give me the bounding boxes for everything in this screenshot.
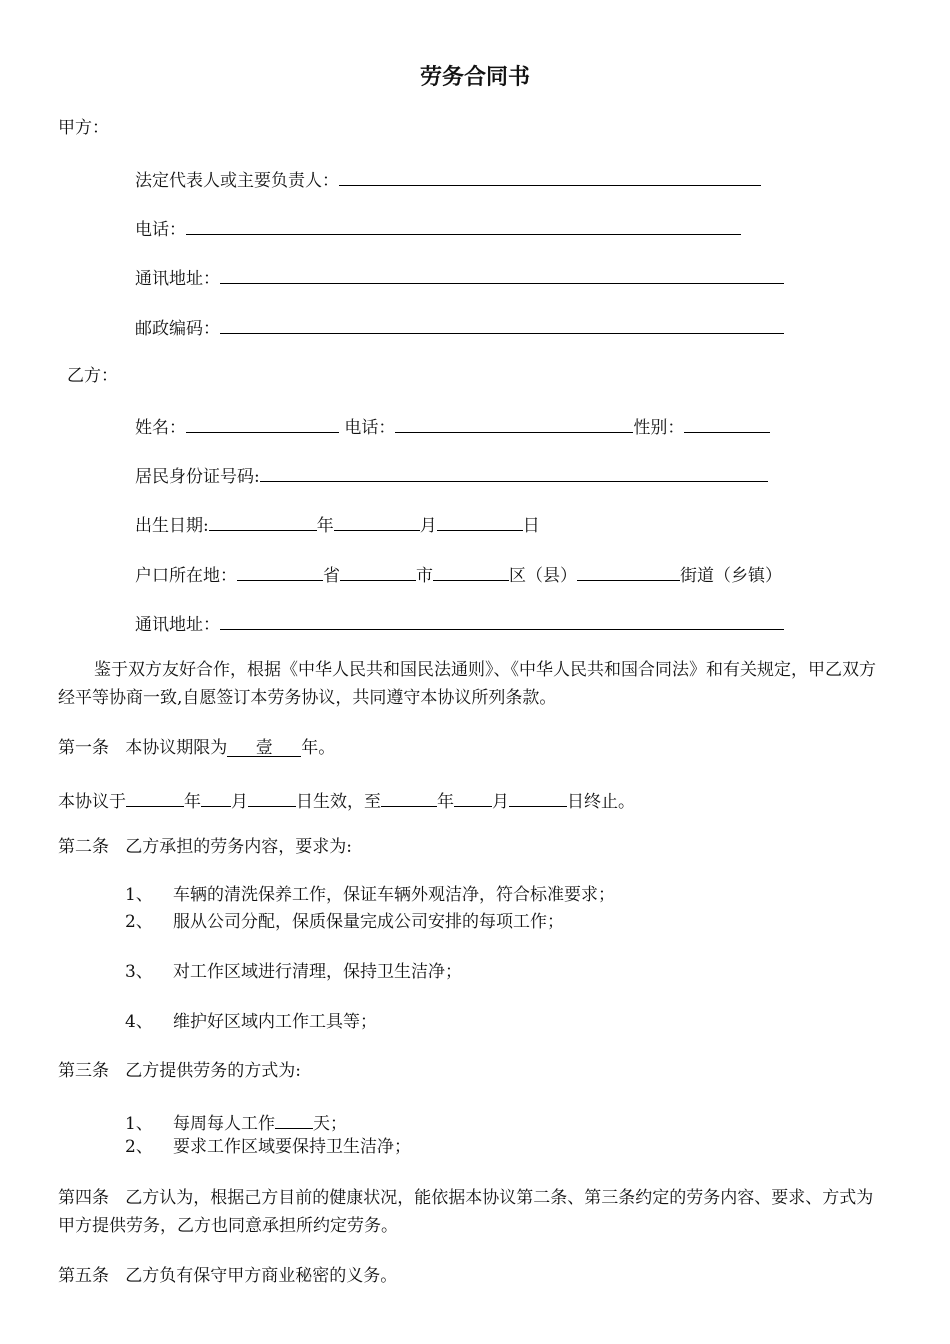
- start-day-field[interactable]: [248, 787, 296, 807]
- article-2: [58, 836, 352, 858]
- birth-year-label: 年: [316, 516, 334, 536]
- article-1: [58, 737, 335, 759]
- party-b-name-field[interactable]: [186, 413, 339, 433]
- end-month-label: 月: [492, 792, 509, 812]
- party-a-address-row: [135, 264, 784, 290]
- item-suffix: 天；: [313, 1114, 347, 1134]
- party-a-rep-label: 法定代表人或主要负责人：: [135, 171, 339, 191]
- article-1-term-row: [58, 787, 635, 813]
- hukou-street-field[interactable]: [577, 561, 680, 581]
- hukou-city-label: 市: [416, 566, 433, 586]
- article-1-suffix: 年。: [301, 738, 336, 758]
- party-b-gender-label: 性别：: [633, 418, 685, 438]
- article-4: [58, 1184, 890, 1240]
- start-year-field[interactable]: [126, 787, 184, 807]
- item-number: 3、: [125, 962, 153, 982]
- term-prefix: 本协议于: [58, 792, 126, 812]
- party-a-phone-row: [135, 215, 741, 241]
- item-number: 2、: [125, 1137, 153, 1157]
- party-b-phone-label: 电话：: [344, 418, 396, 438]
- party-b-hukou-label: 户口所在地：: [135, 566, 237, 586]
- birth-day-field[interactable]: [437, 511, 523, 531]
- article-5-heading: 第五条: [58, 1266, 109, 1286]
- item-number: 2、: [125, 912, 153, 932]
- party-b-label: 乙方：: [67, 366, 118, 386]
- hukou-street-label: 街道（乡镇）: [680, 566, 782, 586]
- party-b-hukou-row: [135, 561, 782, 587]
- party-b-phone-field[interactable]: [395, 413, 633, 433]
- end-year-label: 年: [437, 792, 454, 812]
- item-number: 4、: [125, 1012, 153, 1032]
- article-5-text: 乙方负有保守甲方商业秘密的义务。: [125, 1266, 398, 1286]
- hukou-city-field[interactable]: [340, 561, 416, 581]
- birth-month-label: 月: [419, 516, 437, 536]
- end-label: 日终止。: [567, 792, 635, 812]
- party-a-phone-label: 电话：: [135, 220, 186, 240]
- article-5: [58, 1265, 397, 1287]
- hukou-district-field[interactable]: [433, 561, 509, 581]
- party-b-address-field[interactable]: [220, 610, 784, 630]
- party-a-rep-field[interactable]: [339, 166, 761, 186]
- party-a-postcode-row: [135, 314, 784, 340]
- article-3-item: [125, 1109, 347, 1135]
- party-a-phone-field[interactable]: [186, 215, 741, 235]
- article-2-text: 乙方承担的劳务内容，要求为:: [125, 837, 352, 857]
- article-1-term-value[interactable]: 壹: [227, 737, 301, 757]
- article-4-text: 乙方认为，根据己方目前的健康状况，能依据本协议第二条、第三条约定的劳务内容、要求、方式为甲方提供劳务，乙方也同意承担所约定劳务。: [58, 1188, 874, 1236]
- item-number: 1、: [125, 885, 153, 905]
- article-1-text: 本协议期限为: [125, 738, 228, 758]
- hukou-province-label: 省: [323, 566, 340, 586]
- article-1-heading: 第一条: [58, 738, 109, 758]
- article-3: [58, 1060, 301, 1082]
- days-per-week-field[interactable]: [275, 1109, 313, 1129]
- document-title: 劳务合同书: [419, 65, 530, 90]
- preamble-paragraph: 鉴于双方友好合作，根据《中华人民共和国民法通则》、《中华人民共和国合同法》和有关规定，甲乙双方经平等协商一致,自愿签订本劳务协议，共同遵守本协议所列条款。: [58, 660, 876, 708]
- birth-year-field[interactable]: [209, 511, 317, 531]
- party-b-gender-field[interactable]: [684, 413, 770, 433]
- item-text: 服从公司分配，保质保量完成公司安排的每项工作；: [173, 912, 564, 932]
- party-b-birth-row: [135, 511, 540, 537]
- party-b-id-label: 居民身份证号码:: [135, 467, 260, 487]
- party-a-postcode-label: 邮政编码：: [135, 319, 220, 339]
- party-a-postcode-field[interactable]: [220, 314, 784, 334]
- item-text: 要求工作区域要保持卫生洁净；: [173, 1137, 411, 1157]
- party-b-name-row: [135, 413, 770, 439]
- item-number: 1、: [125, 1114, 153, 1134]
- end-year-field[interactable]: [381, 787, 437, 807]
- start-year-label: 年: [184, 792, 201, 812]
- birth-month-field[interactable]: [334, 511, 420, 531]
- article-3-text: 乙方提供劳务的方式为:: [125, 1061, 301, 1081]
- party-b-name-label: 姓名：: [135, 418, 186, 438]
- start-month-field[interactable]: [201, 787, 231, 807]
- article-3-item: [125, 1136, 411, 1158]
- party-b-address-row: [135, 610, 784, 636]
- article-2-item: [125, 1011, 377, 1033]
- article-2-item: [125, 961, 462, 983]
- item-text: 对工作区域进行清理，保持卫生洁净；: [173, 962, 462, 982]
- item-text: 维护好区域内工作工具等；: [173, 1012, 377, 1032]
- article-4-heading: 第四条: [58, 1188, 109, 1208]
- start-effective-label: 日生效，至: [296, 792, 381, 812]
- party-a-address-field[interactable]: [220, 264, 784, 284]
- party-a-address-label: 通讯地址：: [135, 269, 220, 289]
- party-b-birth-label: 出生日期:: [135, 516, 209, 536]
- party-a-label: 甲方：: [58, 118, 109, 138]
- party-b-id-row: [135, 462, 768, 488]
- item-text: 每周每人工作: [173, 1114, 275, 1134]
- article-2-item: [125, 884, 615, 906]
- article-2-heading: 第二条: [58, 837, 109, 857]
- party-b-address-label: 通讯地址：: [135, 615, 220, 635]
- article-3-heading: 第三条: [58, 1061, 109, 1081]
- hukou-province-field[interactable]: [237, 561, 323, 581]
- start-month-label: 月: [231, 792, 248, 812]
- birth-day-label: 日: [522, 516, 540, 536]
- party-a-rep-row: [135, 166, 761, 192]
- party-b-id-field[interactable]: [260, 462, 768, 482]
- hukou-district-label: 区（县）: [509, 566, 577, 586]
- item-text: 车辆的清洗保养工作，保证车辆外观洁净，符合标准要求；: [173, 885, 615, 905]
- end-day-field[interactable]: [509, 787, 567, 807]
- article-2-item: [125, 911, 564, 933]
- end-month-field[interactable]: [454, 787, 492, 807]
